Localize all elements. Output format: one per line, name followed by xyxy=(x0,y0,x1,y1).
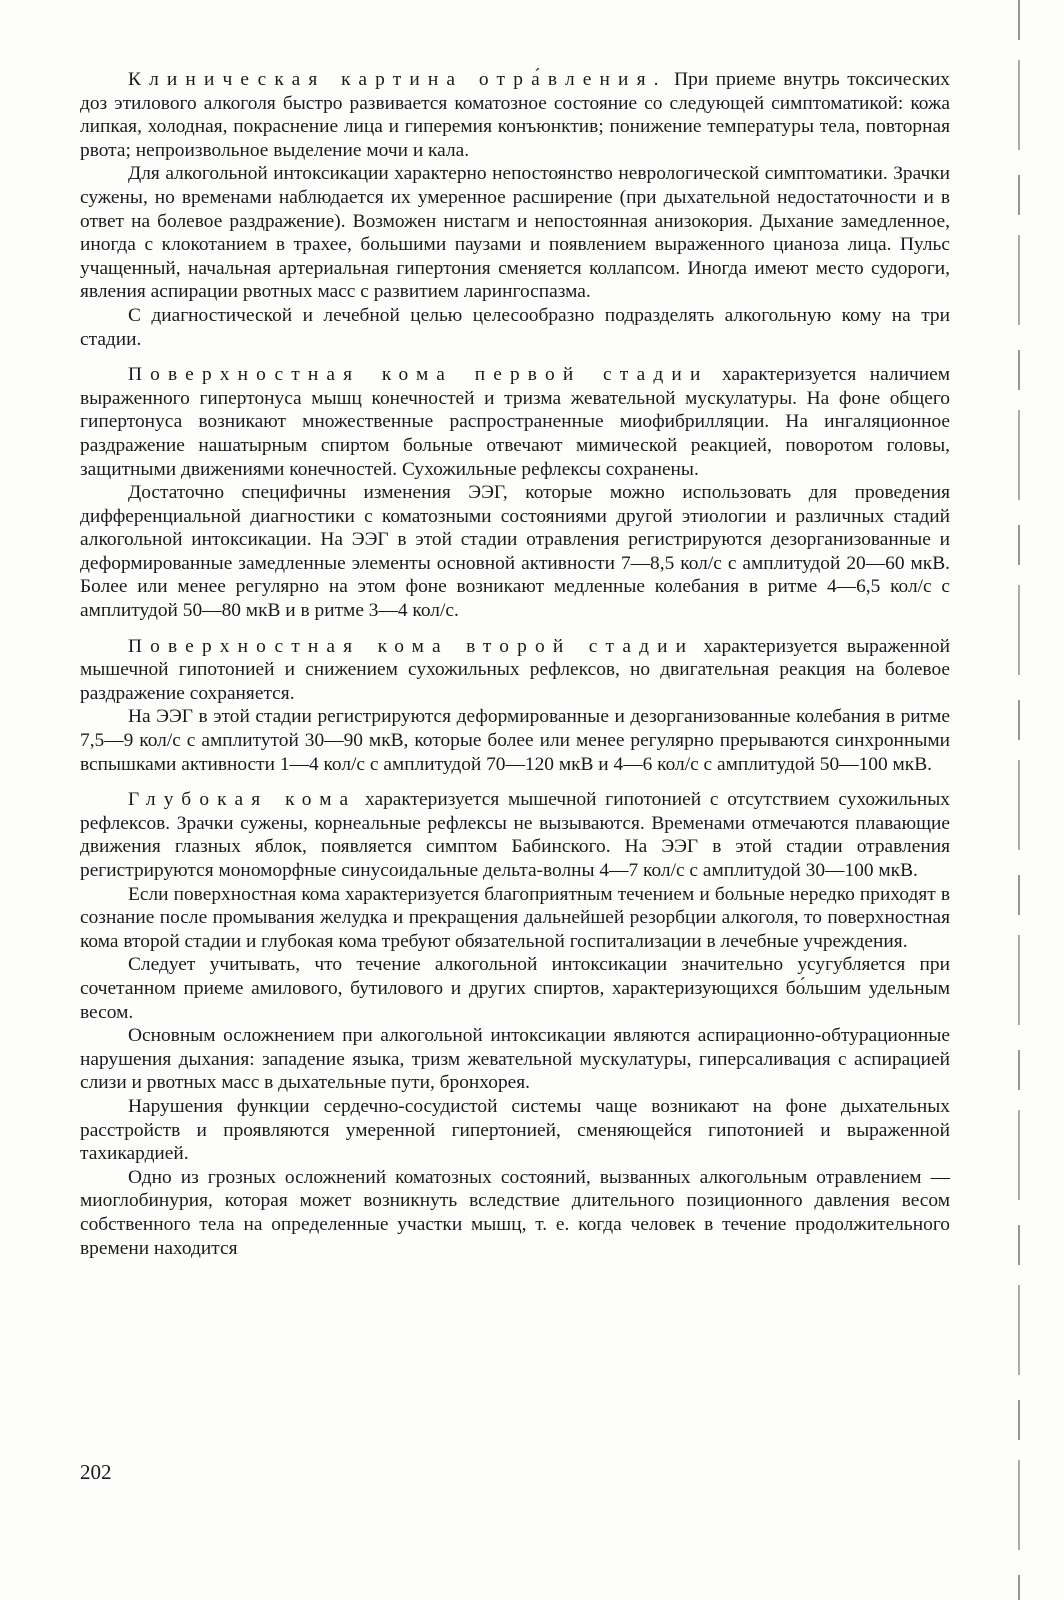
paragraph-13: Одно из грозных осложнений коматозных состояний, вызванных алкогольным отравлением — миоглобинурия, которая может возникнуть вследствие длительного позиционного давления весом собственного тела на определенные участки мышц, т. е. когда человек в течение продолжительного времени находится xyxy=(80,1166,950,1259)
section-heading-stage-2: Поверхностная кома второй стадии xyxy=(128,635,695,657)
scan-edge-line xyxy=(1018,0,1020,1600)
paragraph-2: Для алкогольной интоксикации характерно непостоянство неврологической симптоматики. Зрачки сужены, но временами наблюдается их умеренное расширение (при дыхательной недостаточности и в ответ на болевое раздражение). Возможен нистагм и непостоянная анизокория. Дыхание замедленное, иногда с клокотанием в трахее, большими паузами и появлением выраженного цианоза лица. Пульс учащенный, начальная артериальная гипертония сменяется коллапсом. Иногда имеют место судороги, явления аспирации рвотных масс с развитием ларингоспазма. xyxy=(80,163,950,303)
paragraph-12: Нарушения функции сердечно-сосудистой системы чаще возникают на фоне дыхательных расстройств и проявляются умеренной гипертонией, сменяющейся гипотонией и выраженной тахикардией. xyxy=(80,1095,950,1165)
paragraph-9: Если поверхностная кома характеризуется благоприятным течением и больные нередко приходят в сознание после промывания желудка и прекращения дальнейшей резорбции алкоголя, то поверхностная кома второй стадии и глубокая кома требуют обязательной госпитализации в лечебные учреждения. xyxy=(80,883,950,952)
paragraph-6: Поверхностная кома второй стадии характеризуется выраженной мышечной гипотонией и снижением сухожильных рефлексов, но двигательная реакция на болевое раздражение сохраняется. xyxy=(80,635,950,704)
page-body xyxy=(80,68,950,1260)
page-number: 202 xyxy=(80,1460,112,1484)
paragraph-5: Достаточно специфичны изменения ЭЭГ, которые можно использовать для проведения дифференциальной диагностики с коматозными состояниями другой этиологии и различных стадий алкогольной интоксикации. На ЭЭГ в этой стадии отравления регистрируются дезорганизованные и деформированные замедленные элементы основной активности 7—8,5 кол/с с амплитудой 20—60 мкВ. Более или менее регулярно на этом фоне возникают медленные колебания в ритме 4—6,5 кол/с с амплитудой 50—80 мкВ и в ритме 3—4 кол/с. xyxy=(80,482,950,622)
section-heading-clinical-picture: Клиническая картина отра́вления. xyxy=(128,69,667,90)
paragraph-10: Следует учитывать, что течение алкогольной интоксикации значительно усугубляется при сочетанном приеме амилового, бутилового и других спиртов, характеризующихся бо́льшим удельным весом. xyxy=(80,954,950,1023)
paragraph-11: Основным осложнением при алкогольной интоксикации являются аспирационно-обтурационные нарушения дыхания: западение языка, тризм жевательной мускулатуры, гиперсаливация с аспирацией слизи и рвотных масс в дыхательные пути, бронхорея. xyxy=(80,1025,950,1094)
paragraph-4: Поверхностная кома первой стадии характеризуется наличием выраженного гипертонуса мышц конечностей и тризма жевательной мускулатуры. На фоне общего гипертонуса возникают множественные распространенные миофибрилляции. На ингаляционное раздражение нашатырным спиртом больные отвечают мимической реакцией, поворотом головы, защитными движениями конечностей. Сухожильные рефлексы сохранены. xyxy=(80,364,950,480)
section-heading-deep-coma: Глубокая кома xyxy=(128,789,357,811)
section-heading-stage-1: Поверхностная кома первой стадии xyxy=(128,364,709,386)
paragraph-3: С диагностической и лечебной целью целесообразно подразделять алкогольную кому на три стадии. xyxy=(80,304,950,350)
paragraph-1: Клиническая картина отра́вления. При приеме внутрь токсических доз этилового алкоголя быстро развивается коматозное состояние со следующей симптоматикой: кожа липкая, холодная, покраснение лица и гиперемия конъюнктив; понижение температуры тела, повторная рвота; непроизвольное выделение мочи и кала. xyxy=(80,69,950,161)
paragraph-8: Глубокая кома характеризуется мышечной гипотонией с отсутствием сухожильных рефлексов. Зрачки сужены, корнеальные рефлексы не вызываются. Временами отмечаются плавающие движения глазных яблок, появляется симптом Бабинского. На ЭЭГ в этой стадии отравления регистрируются мономорфные синусоидальные дельта-волны 4—7 кол/с с амплитудой 30—100 мкВ. xyxy=(80,789,950,881)
paragraph-7: На ЭЭГ в этой стадии регистрируются деформированные и дезорганизованные колебания в ритме 7,5—9 кол/с с амплитутой 30—90 мкВ, которые более или менее регулярно прерываются синхронными вспышками активности 1—4 кол/с с амплитудой 70—120 мкВ и 4—6 кол/с с амплитудой 50—100 мкВ. xyxy=(80,706,950,775)
